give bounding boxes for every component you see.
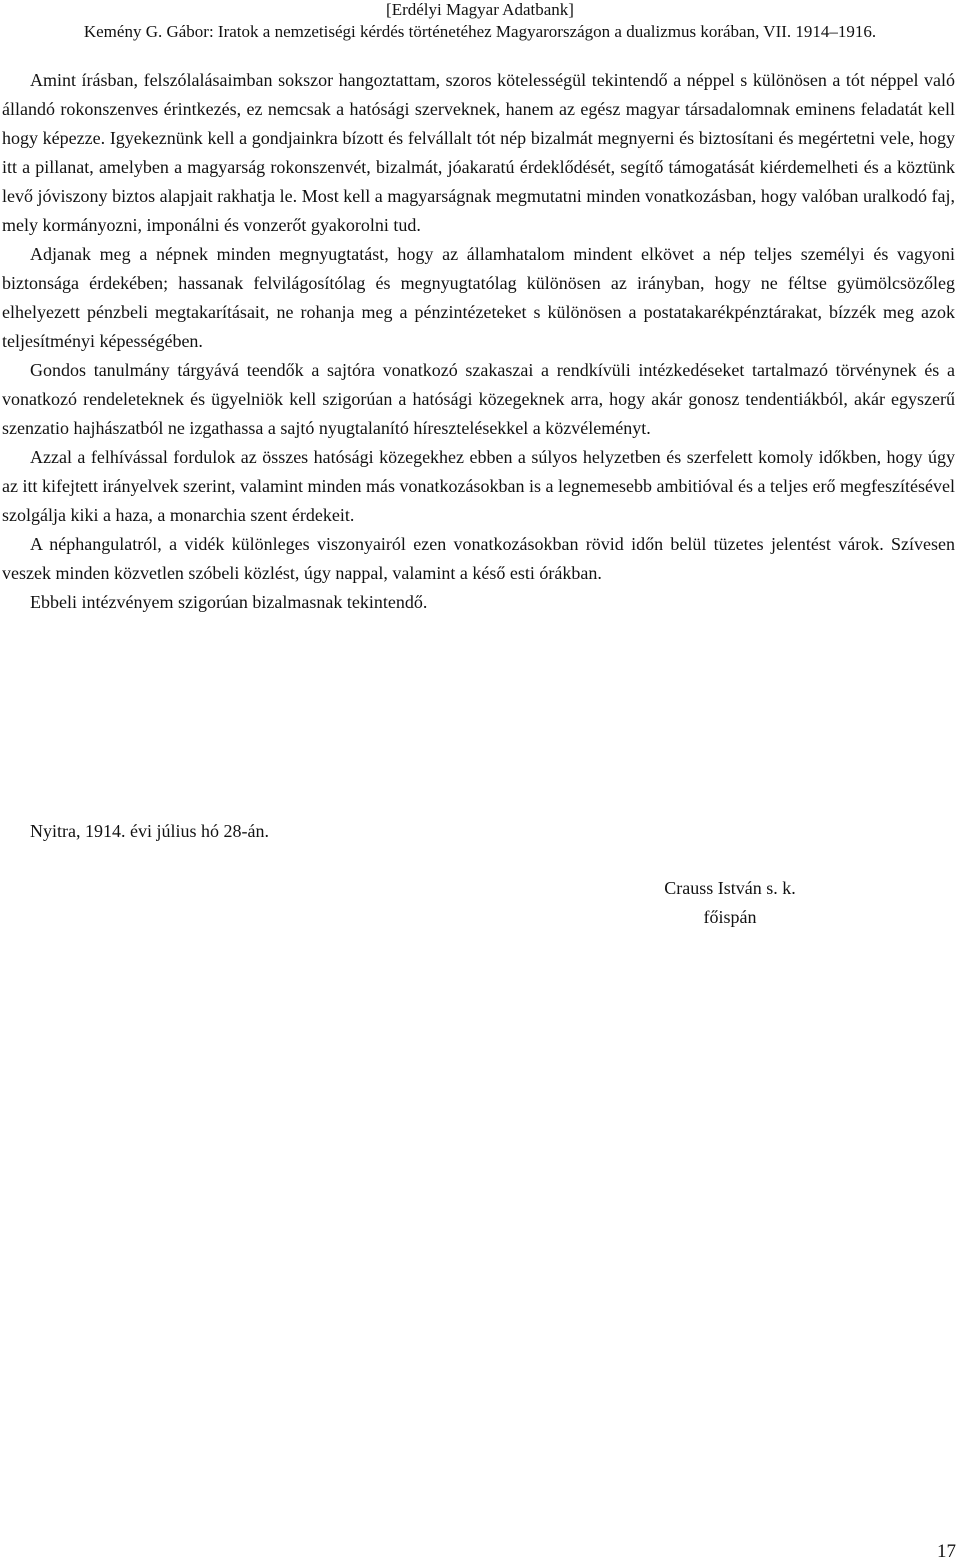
- signatory-title: főispán: [703, 907, 757, 927]
- signatory-name: Crauss István s. k.: [664, 878, 796, 898]
- paragraph: Ebbeli intézvényem szigorúan bizalmasnak tekintendő.: [30, 592, 428, 612]
- paragraph: Gondos tanulmány tárgyává teendők a sajtóra vonatkozó szakaszai a rendkívüli intézkedéseket tartalmazó törvénynek és a vonatkozó rendeleteknek és ügyelniök kell szigorúan a hatósági közegeknek arra, hogy akár gonosz tendentiákból, akár egyszerű szenzatio hajhászatból ne izgathassa a sajtó nyugtalanító híresztelésekkel a közvéleményt.: [2, 360, 955, 438]
- paragraph: Azzal a felhívással fordulok az összes hatósági közegekhez ebben a súlyos helyzetben és szerfelett komoly időkben, hogy úgy az itt kifejtett irányelvek szerint, valamint minden más vonatkozásokban is a legnemesebb ambitióval és a teljes erő megfeszítésével szolgálja kiki a haza, a monarchia szent érdekeit.: [2, 447, 955, 525]
- paragraph: Adjanak meg a népnek minden megnyugtatást, hogy az államhatalom mindent elkövet a nép teljes személyi és vagyoni biztonsága érdekében; hassanak felvilágosítólag és megnyugtatólag különösen az irányban, hogy ne féltse gyümölcsözőleg elhelyezett pénzbeli megtakarításait, ne rohanja meg a pénzintézeteket s különösen a postatakarékpénztárakat, bízzék meg azok teljesítményi képességében.: [2, 244, 955, 351]
- paragraph: Amint írásban, felszólalásaimban sokszor hangoztattam, szoros kötelességül tekintendő a néppel s különösen a tót néppel való állandó rokonszenves érintkezés, ez nemcsak a hatósági szerveknek, hanem az egész magyar társadalomnak eminens feladatát kell hogy képezze. Igyekeznünk kell a gondjainkra bízott és felvállalt tót nép bizalmát megnyerni és biztosítani és megértetni vele, hogy itt a pillanat, amelyben a magyarság rokonszenvét, bizalmát, jóakaratú érdeklődését, segítő támogatását kiérdemelheti és a köztünk levő jóviszony biztos alapjait rakhatja le. Most kell a magyarságnak megmutatni minden vonatkozásban, hogy valóban uralkodó faj, mely kormányozni, imponálni és vonzerőt gyakorolni tud.: [2, 70, 955, 235]
- header-book-title: Kemény G. Gábor: Iratok a nemzetiségi kérdés történetéhez Magyarországon a dualizmus korában, VII. 1914–1916.: [83, 22, 877, 41]
- paragraph: A néphangulatról, a vidék különleges viszonyairól ezen vonatkozásokban rövid időn belül tüzetes jelentést várok. Szívesen veszek minden közvetlen szóbeli közlést, úgy nappal, valamint a késő esti órákban.: [2, 534, 955, 583]
- header-site-name: [Erdélyi Magyar Adatbank]: [386, 0, 574, 19]
- place-and-date: Nyitra, 1914. évi július hó 28-án.: [30, 821, 269, 841]
- signature-block: [610, 874, 850, 932]
- page-number: 17: [937, 1541, 956, 1562]
- running-header: [0, 0, 960, 43]
- document-body: [2, 66, 955, 617]
